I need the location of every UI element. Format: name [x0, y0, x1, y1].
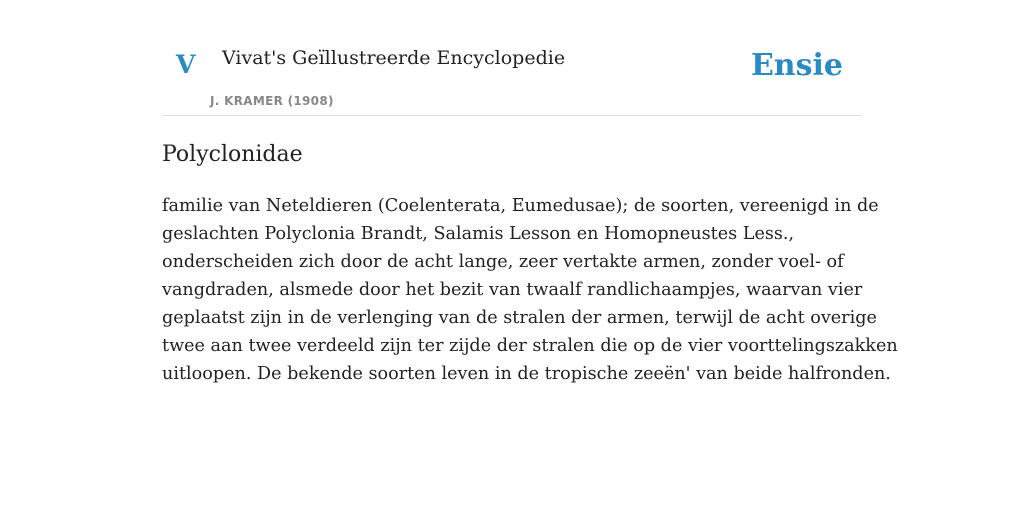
- entry-body: [162, 192, 898, 388]
- book-author: J. KRAMER (1908): [210, 94, 334, 108]
- entry-body-line: vangdraden, alsmede door het bezit van twaalf randlichaampjes, waarvan vier: [162, 280, 863, 300]
- entry-body-line: familie van Neteldieren (Coelenterata, Eumedusae); de soorten, vereenigd in de: [162, 196, 879, 216]
- entry-body-line: geslachten Polyclonia Brandt, Salamis Lesson en Homopneustes Less.,: [162, 224, 795, 244]
- entry-body-line: twee aan twee verdeeld zijn ter zijde der stralen die op de vier voorttelingszakken: [162, 336, 898, 356]
- entry-body-line: geplaatst zijn in de verlenging van de stralen der armen, terwijl de acht overige: [162, 308, 877, 328]
- book-header: [162, 0, 862, 116]
- book-logo[interactable]: V: [176, 50, 196, 79]
- ensie-logo[interactable]: Ensie: [750, 48, 843, 83]
- book-title[interactable]: Vivat's Geïllustreerde Encyclopedie: [222, 47, 566, 69]
- entry-body-line: uitloopen. De bekende soorten leven in de tropische zeeën' van beide halfronden.: [162, 364, 891, 384]
- content-container: [162, 0, 898, 384]
- entry-title: Polyclonidae: [162, 142, 303, 167]
- entry-body-line: onderscheiden zich door de acht lange, zeer vertakte armen, zonder voel- of: [162, 252, 844, 272]
